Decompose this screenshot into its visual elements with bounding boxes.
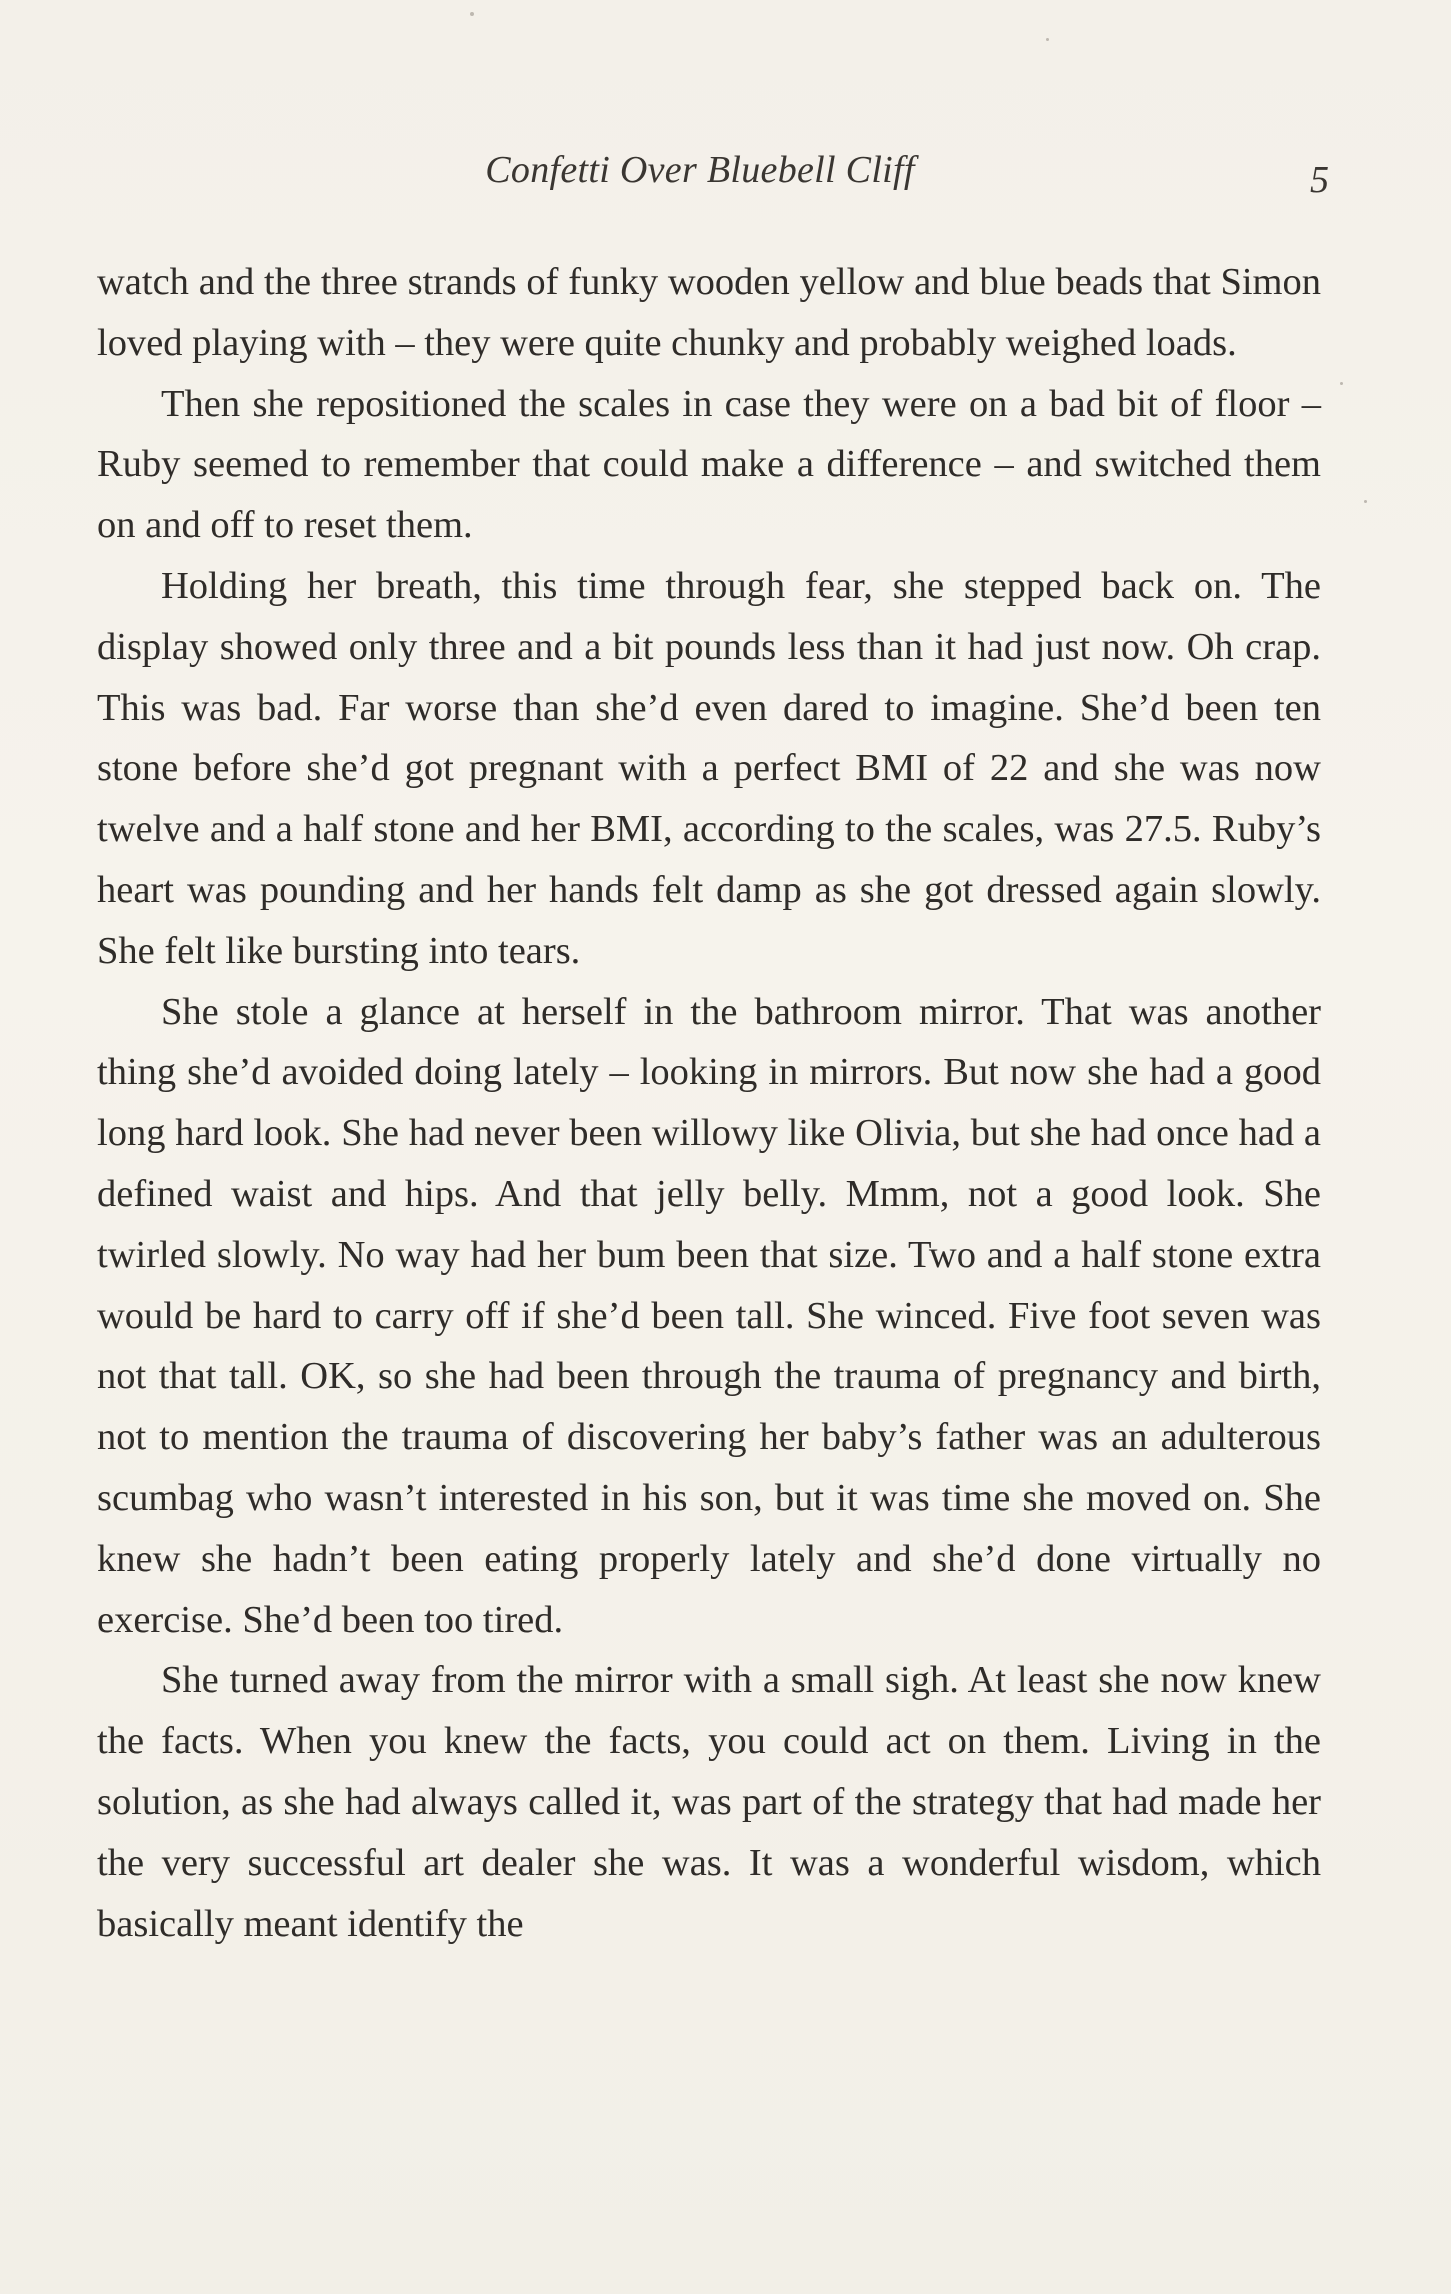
scan-speck xyxy=(1364,500,1367,503)
paragraph: watch and the three strands of funky wooden yellow and blue beads that Simon loved playing with – they were quite chunky and probably weighed loads. xyxy=(97,261,1321,364)
page-number: 5 xyxy=(1310,159,1329,201)
scan-speck xyxy=(1340,382,1343,385)
running-title: Confetti Over Bluebell Cliff xyxy=(485,149,915,191)
paragraph: Holding her breath, this time through fear, she stepped back on. The display showed only three and a bit pounds less than it had just now. Oh crap. This was bad. Far worse than she’d even dared to imagine. She’d been ten stone before she’d got pregnant with a perfect BMI of 22 and she was now twelve and a half stone and her BMI, according to the scales, was 27.5. Ruby’s heart was pounding and her hands felt damp as she got dressed again slowly. She felt like bursting into tears. xyxy=(97,564,1321,972)
paragraph: Then she repositioned the scales in case they were on a bad bit of floor – Ruby seemed to remember that could make a difference – and switched them on and off to reset them. xyxy=(97,382,1321,547)
scan-speck xyxy=(470,12,474,16)
page-header xyxy=(0,148,1451,208)
body-text xyxy=(97,252,1321,1954)
paragraph: She stole a glance at herself in the bathroom mirror. That was another thing she’d avoided doing lately – looking in mirrors. But now she had a good long hard look. She had never been willowy like Olivia, but she had once had a defined waist and hips. And that jelly belly. Mmm, not a good look. She twirled slowly. No way had her bum been that size. Two and a half stone extra would be hard to carry off if she’d been tall. She winced. Five foot seven was not that tall. OK, so she had been through the trauma of pregnancy and birth, not to mention the trauma of discovering her baby’s father was an adulterous scumbag who wasn’t interested in his son, but it was time she moved on. She knew she hadn’t been eating properly lately and she’d done virtually no exercise. She’d been too tired. xyxy=(97,990,1321,1641)
paragraph: She turned away from the mirror with a small sigh. At least she now knew the facts. When you knew the facts, you could act on them. Living in the solution, as she had always called it, was part of the strategy that had made her the very successful art dealer she was. It was a wonderful wisdom, which basically meant identify the xyxy=(97,1659,1321,1945)
scan-speck xyxy=(1046,38,1049,41)
